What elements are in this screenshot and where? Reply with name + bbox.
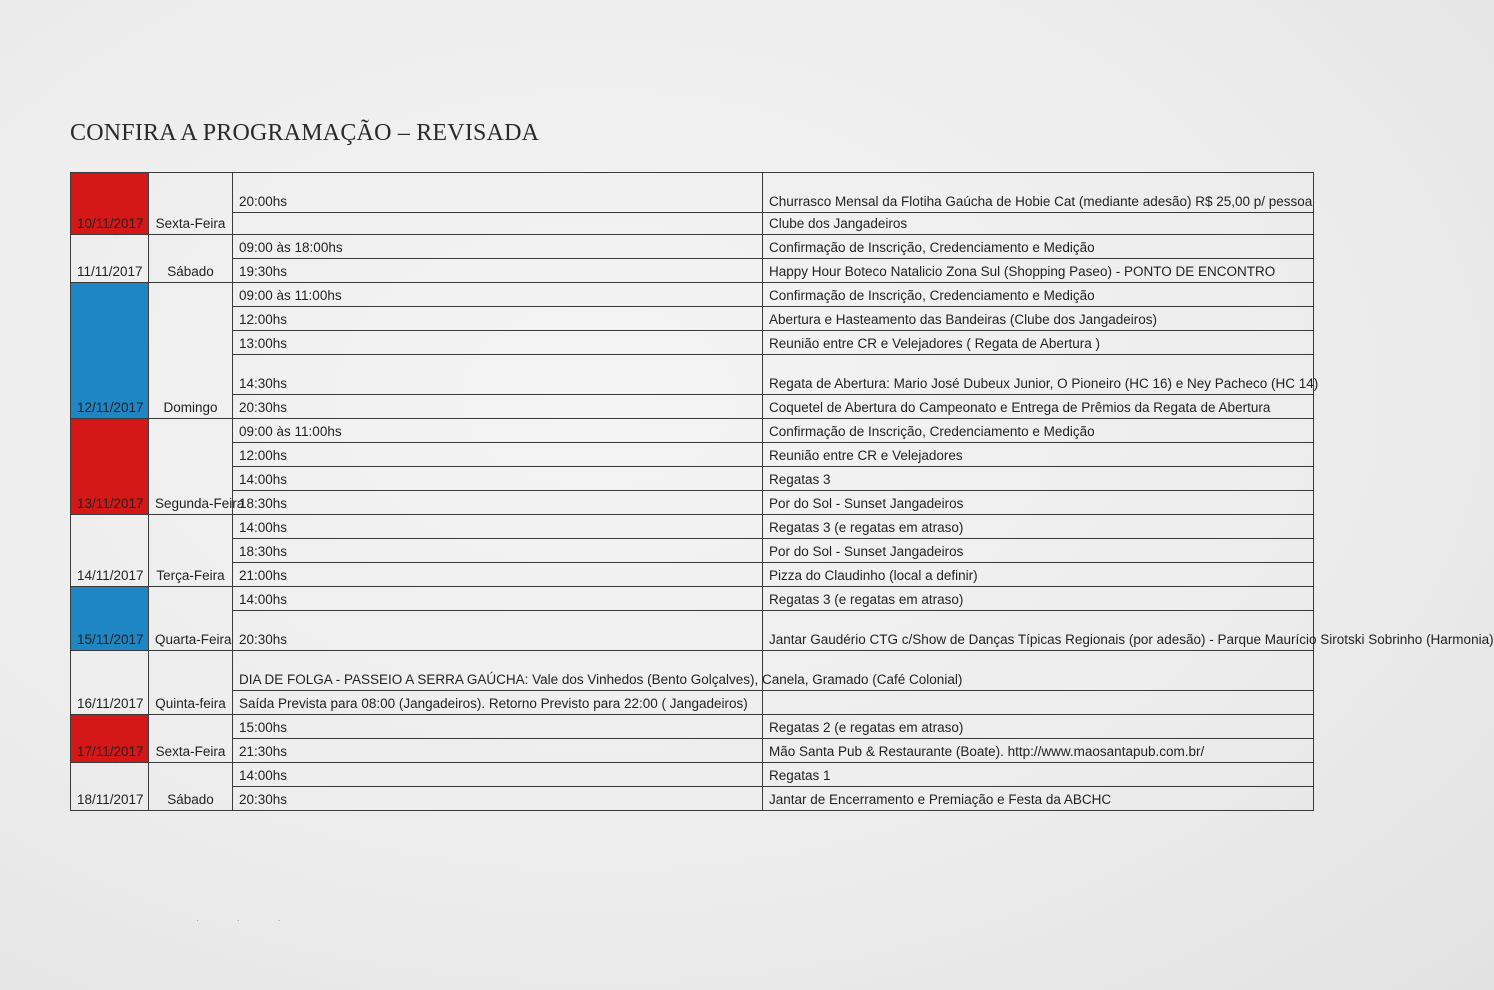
table-row bbox=[71, 715, 1314, 739]
time-cell: 18:30hs bbox=[233, 491, 763, 515]
time-cell: 18:30hs bbox=[233, 539, 763, 563]
event-cell: Abertura e Hasteamento das Bandeiras (Clube dos Jangadeiros) bbox=[763, 307, 1314, 331]
time-cell: 21:30hs bbox=[233, 739, 763, 763]
time-cell: 13:00hs bbox=[233, 331, 763, 355]
event-cell: Confirmação de Inscrição, Credenciamento e Medição bbox=[763, 235, 1314, 259]
event-cell: Coquetel de Abertura do Campeonato e Entrega de Prêmios da Regata de Abertura bbox=[763, 395, 1314, 419]
time-cell: Saída Prevista para 08:00 (Jangadeiros). Retorno Previsto para 22:00 ( Jangadeiros) bbox=[233, 691, 763, 715]
weekday-cell: Segunda-Feira bbox=[149, 419, 233, 515]
event-cell: Pizza do Claudinho (local a definir) bbox=[763, 563, 1314, 587]
time-cell: 14:30hs bbox=[233, 355, 763, 395]
date-cell: 12/11/2017 bbox=[71, 283, 149, 419]
table-row bbox=[71, 763, 1314, 787]
date-cell: 15/11/2017 bbox=[71, 587, 149, 651]
table-row bbox=[71, 173, 1314, 213]
time-cell: 20:30hs bbox=[233, 787, 763, 811]
event-cell: Reunião entre CR e Velejadores bbox=[763, 443, 1314, 467]
weekday-cell: Terça-Feira bbox=[149, 515, 233, 587]
event-cell: Mão Santa Pub & Restaurante (Boate). http://www.maosantapub.com.br/ bbox=[763, 739, 1314, 763]
event-cell: Por do Sol - Sunset Jangadeiros bbox=[763, 491, 1314, 515]
date-cell: 13/11/2017 bbox=[71, 419, 149, 515]
weekday-cell: Sábado bbox=[149, 235, 233, 283]
event-cell: Reunião entre CR e Velejadores ( Regata de Abertura ) bbox=[763, 331, 1314, 355]
time-cell: 12:00hs bbox=[233, 443, 763, 467]
date-cell: 10/11/2017 bbox=[71, 173, 149, 235]
event-cell: Regatas 3 (e regatas em atraso) bbox=[763, 587, 1314, 611]
table-row bbox=[71, 539, 1314, 563]
table-row bbox=[71, 691, 1314, 715]
table-row bbox=[71, 443, 1314, 467]
event-cell: Regatas 2 (e regatas em atraso) bbox=[763, 715, 1314, 739]
table-row bbox=[71, 259, 1314, 283]
event-cell: Clube dos Jangadeiros bbox=[763, 213, 1314, 235]
document-title: CONFIRA A PROGRAMAÇÃO – REVISADA bbox=[70, 120, 540, 146]
date-cell: 17/11/2017 bbox=[71, 715, 149, 763]
table-row bbox=[71, 235, 1314, 259]
event-cell bbox=[763, 691, 1314, 715]
weekday-cell: Sexta-Feira bbox=[149, 173, 233, 235]
table-row bbox=[71, 515, 1314, 539]
table-row bbox=[71, 739, 1314, 763]
event-cell: Regatas 3 bbox=[763, 467, 1314, 491]
event-cell: Regata de Abertura: Mario José Dubeux Junior, O Pioneiro (HC 16) e Ney Pacheco (HC 14) bbox=[763, 355, 1314, 395]
time-cell: 14:00hs bbox=[233, 515, 763, 539]
table-row bbox=[71, 491, 1314, 515]
time-cell: 14:00hs bbox=[233, 763, 763, 787]
event-cell: Confirmação de Inscrição, Credenciamento e Medição bbox=[763, 283, 1314, 307]
date-cell: 18/11/2017 bbox=[71, 763, 149, 811]
table-row bbox=[71, 787, 1314, 811]
time-cell: 12:00hs bbox=[233, 307, 763, 331]
speck-marks: · · · bbox=[196, 916, 299, 925]
event-cell: Confirmação de Inscrição, Credenciamento e Medição bbox=[763, 419, 1314, 443]
date-cell: 14/11/2017 bbox=[71, 515, 149, 587]
weekday-cell: Quinta-feira bbox=[149, 651, 233, 715]
time-cell: 20:30hs bbox=[233, 395, 763, 419]
table-row bbox=[71, 611, 1314, 651]
date-cell: 11/11/2017 bbox=[71, 235, 149, 283]
table-row bbox=[71, 213, 1314, 235]
table-row bbox=[71, 395, 1314, 419]
table-row bbox=[71, 587, 1314, 611]
time-cell: 14:00hs bbox=[233, 587, 763, 611]
event-cell: Por do Sol - Sunset Jangadeiros bbox=[763, 539, 1314, 563]
event-cell: Regatas 3 (e regatas em atraso) bbox=[763, 515, 1314, 539]
time-cell: 21:00hs bbox=[233, 563, 763, 587]
time-cell: 09:00 às 11:00hs bbox=[233, 283, 763, 307]
date-cell: 16/11/2017 bbox=[71, 651, 149, 715]
table-row bbox=[71, 651, 1314, 691]
event-cell: Jantar de Encerramento e Premiação e Festa da ABCHC bbox=[763, 787, 1314, 811]
event-cell: Happy Hour Boteco Natalicio Zona Sul (Shopping Paseo) - PONTO DE ENCONTRO bbox=[763, 259, 1314, 283]
event-cell: Jantar Gaudério CTG c/Show de Danças Típicas Regionais (por adesão) - Parque Maurício Sirotski Sobrinho (Harmonia) bbox=[763, 611, 1314, 651]
schedule-table bbox=[70, 172, 1494, 811]
table-row bbox=[71, 283, 1314, 307]
time-cell: 09:00 às 18:00hs bbox=[233, 235, 763, 259]
table-row bbox=[71, 419, 1314, 443]
time-cell: 09:00 às 11:00hs bbox=[233, 419, 763, 443]
time-cell bbox=[233, 213, 763, 235]
weekday-cell: Sábado bbox=[149, 763, 233, 811]
time-cell: 15:00hs bbox=[233, 715, 763, 739]
time-cell: 20:00hs bbox=[233, 173, 763, 213]
table-row bbox=[71, 563, 1314, 587]
event-cell: Regatas 1 bbox=[763, 763, 1314, 787]
time-cell: DIA DE FOLGA - PASSEIO A SERRA GAÚCHA: Vale dos Vinhedos (Bento Golçalves), Canela, Gramado (Café Colonial) bbox=[233, 651, 763, 691]
weekday-cell: Domingo bbox=[149, 283, 233, 419]
time-cell: 14:00hs bbox=[233, 467, 763, 491]
weekday-cell: Quarta-Feira bbox=[149, 587, 233, 651]
table-row bbox=[71, 307, 1314, 331]
table-row bbox=[71, 331, 1314, 355]
weekday-cell: Sexta-Feira bbox=[149, 715, 233, 763]
table-row bbox=[71, 467, 1314, 491]
table-row bbox=[71, 355, 1314, 395]
time-cell: 19:30hs bbox=[233, 259, 763, 283]
time-cell: 20:30hs bbox=[233, 611, 763, 651]
event-cell: Churrasco Mensal da Flotiha Gaúcha de Hobie Cat (mediante adesão) R$ 25,00 p/ pessoa bbox=[763, 173, 1314, 213]
